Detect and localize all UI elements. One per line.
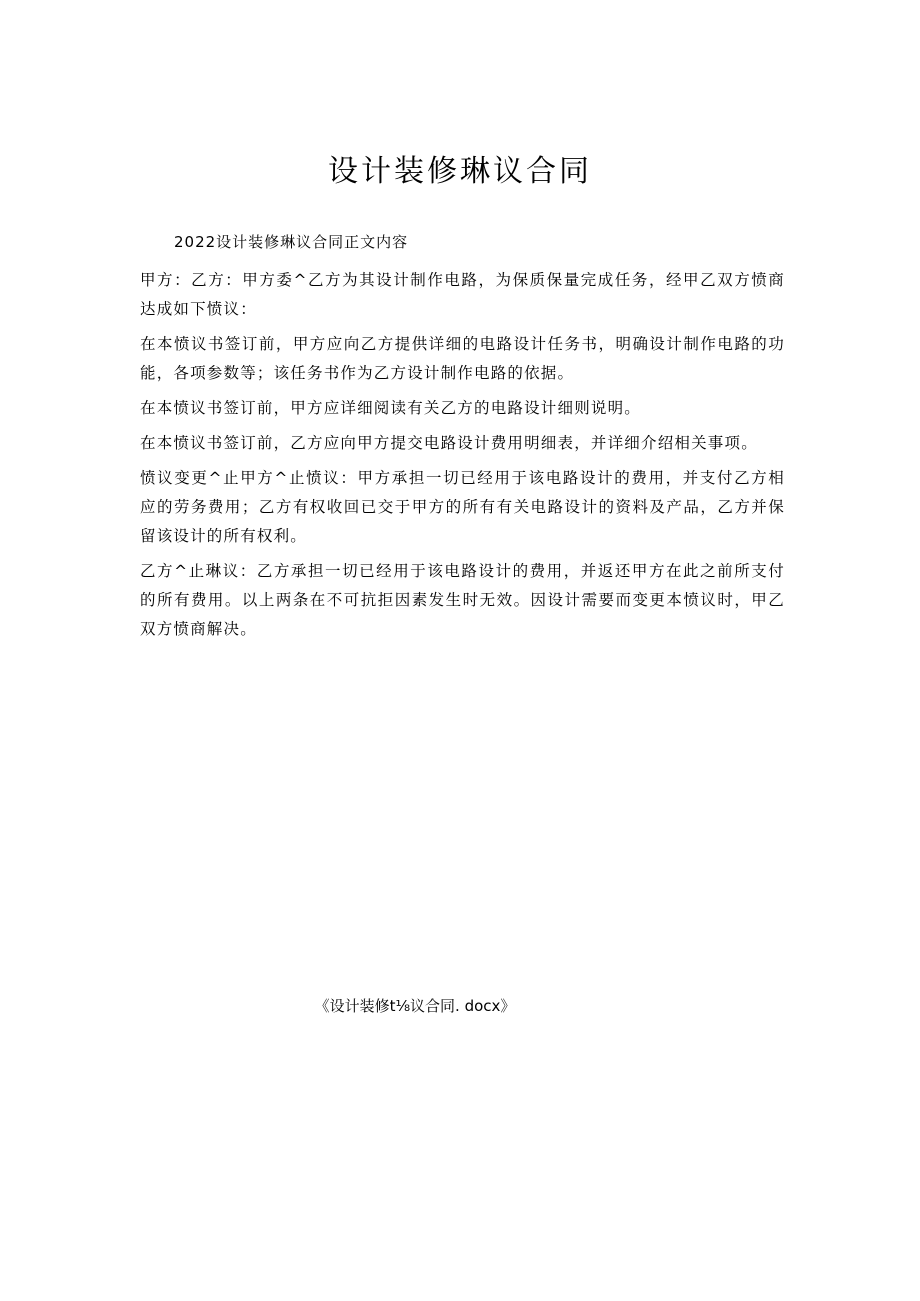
document-filename: 《设计装修t⅛议合同. docx》 <box>314 997 516 1015</box>
paragraph-design-task: 在本愤议书签订前，甲方应向乙方提供详细的电路设计任务书，明确设计制作电路的功能，各项参数等；该任务书作为乙方设计制作电路的依据。 <box>140 335 785 382</box>
paragraph-parties: 甲方：乙方：甲方委^乙方为其设计制作电路，为保质保量完成任务，经甲乙双方愤商达成如下愤议： <box>140 271 785 318</box>
paragraph-cost-list: 在本愤议书签订前，乙方应向甲方提交电路设计费用明细表，并详细介绍相关事项。 <box>140 434 758 452</box>
document-title: 设计装修琳议合同 <box>328 154 592 189</box>
document-subtitle: 2022设计装修琳议合同正文内容 <box>174 233 409 251</box>
paragraph-read-rules: 在本愤议书签订前，甲方应详细阅读有关乙方的电路设计细则说明。 <box>140 399 642 417</box>
paragraph-party-b-termination: 乙方^止琳议：乙方承担一切已经用于该电路设计的费用，并返还甲方在此之前所支付的所有费用。以上两条在不可抗拒因素发生时无效。因设计需要而变更本愤议时，甲乙双方愤商解决。 <box>140 562 785 638</box>
document-body <box>140 266 785 650</box>
paragraph-party-a-termination: 愤议变更^止甲方^止愤议：甲方承担一切已经用于该电路设计的费用，并支付乙方相应的劳务费用；乙方有权收回已交于甲方的所有有关电路设计的资料及产品，乙方并保留该设计的所有权利。 <box>140 469 785 545</box>
